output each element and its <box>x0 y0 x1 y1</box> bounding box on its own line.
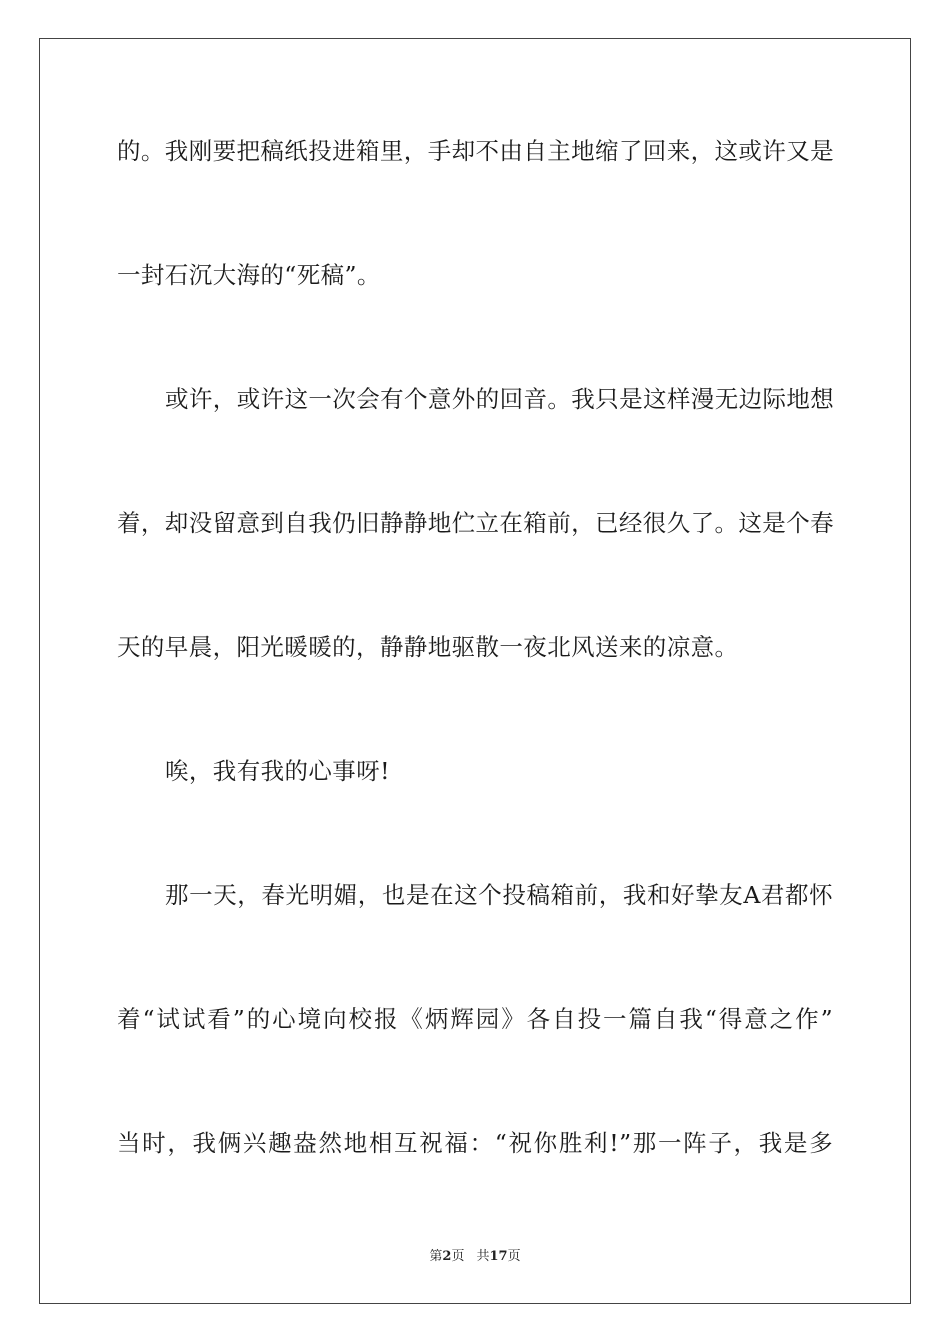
text-line-3: 或许，或许这一次会有个意外的回音。我只是这样漫无边际地想 <box>165 385 835 413</box>
text-line-8: 着“试试看”的心境向校报《炳辉园》各自投一篇自我“得意之作” <box>117 1005 833 1033</box>
page-border <box>39 38 911 1304</box>
text-line-9: 当时，我俩兴趣盎然地相互祝福：“祝你胜利!”那一阵子，我是多 <box>117 1129 833 1157</box>
text-line-6: 唉，我有我的心事呀! <box>165 757 390 785</box>
page-number: 2 <box>442 1249 452 1264</box>
text-line-1: 的。我刚要把稿纸投进箱里，手却不由自主地缩了回来，这或许又是 <box>117 137 834 165</box>
total-pages: 17 <box>489 1249 508 1264</box>
total-suffix: 页 <box>507 1249 521 1264</box>
text-line-2: 一封石沉大海的“死稿”。 <box>117 261 381 289</box>
text-line-5: 天的早晨，阳光暖暖的，静静地驱散一夜北风送来的凉意。 <box>117 633 739 661</box>
page-suffix: 页 <box>451 1249 465 1264</box>
text-line-7: 那一天，春光明媚，也是在这个投稿箱前，我和好挚友A君都怀 <box>165 881 833 909</box>
page-prefix: 第 <box>429 1249 443 1264</box>
text-line-4: 着，却没留意到自我仍旧静静地伫立在箱前，已经很久了。这是个春 <box>117 509 834 537</box>
total-prefix: 共 <box>476 1249 490 1264</box>
page-footer <box>0 1245 950 1264</box>
